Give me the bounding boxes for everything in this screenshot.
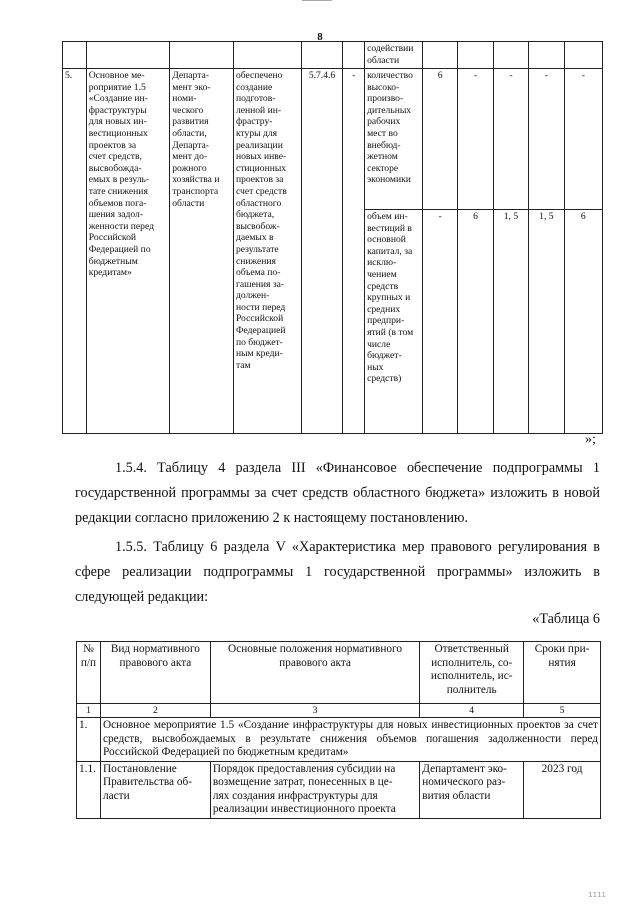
page-number: 8 xyxy=(317,31,323,43)
indicator-name-cell: объем ин- вестиций в основной капитал, за исклю- чением средств крупных и средних предпри- ятий (в том числе бюджет- ных средств) xyxy=(365,210,423,434)
paragraph xyxy=(75,456,600,531)
indicator-value-cell: - xyxy=(493,69,528,210)
table-label: «Таблица 6 xyxy=(532,611,600,627)
section-row xyxy=(77,718,601,762)
column-header: Основные положения нормативного правового акта xyxy=(210,642,419,704)
table-row xyxy=(77,761,601,818)
column-header: № п/п xyxy=(77,642,101,704)
indicator-value-cell: 6 xyxy=(422,69,457,210)
indicator-value-cell: 1, 5 xyxy=(529,210,564,434)
indicator-value-cell: - xyxy=(422,210,457,434)
table-row xyxy=(63,69,603,210)
table-cell: содействии области xyxy=(365,42,423,69)
term-cell: 2023 год xyxy=(524,761,601,818)
paragraph xyxy=(75,535,600,610)
event-name-cell: Основное ме- роприятие 1.5 «Создание ин- фраструктуры для новых ин- вестиционных проектов за счет средств, высвобождa- емых в резуль- тате снижения объемов пога- шения задол- женности перед Российской Федерацией по бюджетным кредитам» xyxy=(86,69,170,434)
indicator-name-cell: количество высоко- произво- дительных рабочих мест во внебюд- жетном секторе экономики xyxy=(365,69,423,210)
executor-cell: Департамент эко- номического раз- вития области xyxy=(420,761,524,818)
column-number: 5 xyxy=(524,704,601,718)
column-number: 2 xyxy=(100,704,210,718)
footer-scan-mark: 1111 xyxy=(588,891,606,899)
column-header: Сроки при- нятия xyxy=(524,642,601,704)
column-number: 1 xyxy=(77,704,101,718)
indicator-value-cell: - xyxy=(564,69,602,210)
code-cell: 5.7.4.6 xyxy=(301,69,343,434)
top-scan-mark xyxy=(302,0,332,4)
table-header-row xyxy=(77,642,601,704)
table-closing-mark: »; xyxy=(585,432,596,447)
section-number: 1. xyxy=(77,718,101,762)
column-number: 4 xyxy=(420,704,524,718)
dash-cell: - xyxy=(343,69,365,434)
act-type-cell: Постановление Правительства об- ласти xyxy=(100,761,210,818)
section-title: Основное мероприятие 1.5 «Создание инфраструктуры для новых инвестиционных проектов за счет средств, высвобождаемых в результате снижения объемов погашения задолженности перед Российской Федерацией по бюджетным кредитам» xyxy=(100,718,600,762)
row-number: 5. xyxy=(63,69,87,434)
indicator-value-cell: 6 xyxy=(458,210,493,434)
column-header: Ответственный исполнитель, со- исполнитель, ис- полнитель xyxy=(420,642,524,704)
result-cell: обеспечено создание подготов- ленной ин- фрастру- ктуры для реализации новых инве- стиционных проектов за счет средств областного бюджета, высвобож- даемых в результате снижения объема по- гашения за- должен- ности перед Российской Федерацией по бюджет- ным креди- там xyxy=(233,69,301,434)
indicator-value-cell: - xyxy=(458,69,493,210)
executor-cell: Департа- мент эко- номи- ческого развития области, Департа- мент до- рожного хозяйства и транспорта области xyxy=(170,69,234,434)
column-number: 3 xyxy=(210,704,419,718)
indicators-table xyxy=(62,41,603,434)
indicator-value-cell: 6 xyxy=(564,210,602,434)
indicator-value-cell: - xyxy=(529,69,564,210)
table-row xyxy=(63,42,603,69)
column-header: Вид нормативного правового акта xyxy=(100,642,210,704)
legal-regulation-table xyxy=(76,641,601,819)
indicator-value-cell: 1, 5 xyxy=(493,210,528,434)
act-provisions-cell: Порядок предоставления субсидии на возмещение затрат, понесенных в це- лях создания инфраструктуры для реализации инвестиционного проекта xyxy=(210,761,419,818)
column-number-row xyxy=(77,704,601,718)
paragraph-text: 1.5.5. Таблицу 6 раздела V «Характеристика мер правового регулирования в сфере реализации подпрограммы 1 государственной программы» изложить в следующей редакции: xyxy=(75,539,600,605)
row-number: 1.1. xyxy=(77,761,101,818)
paragraph-text: 1.5.4. Таблицу 4 раздела III «Финансовое обеспечение подпрограммы 1 государственной программы за счет средств областного бюджета» изложить в новой редакции согласно приложению 2 к настоящему постановлению. xyxy=(75,460,600,526)
